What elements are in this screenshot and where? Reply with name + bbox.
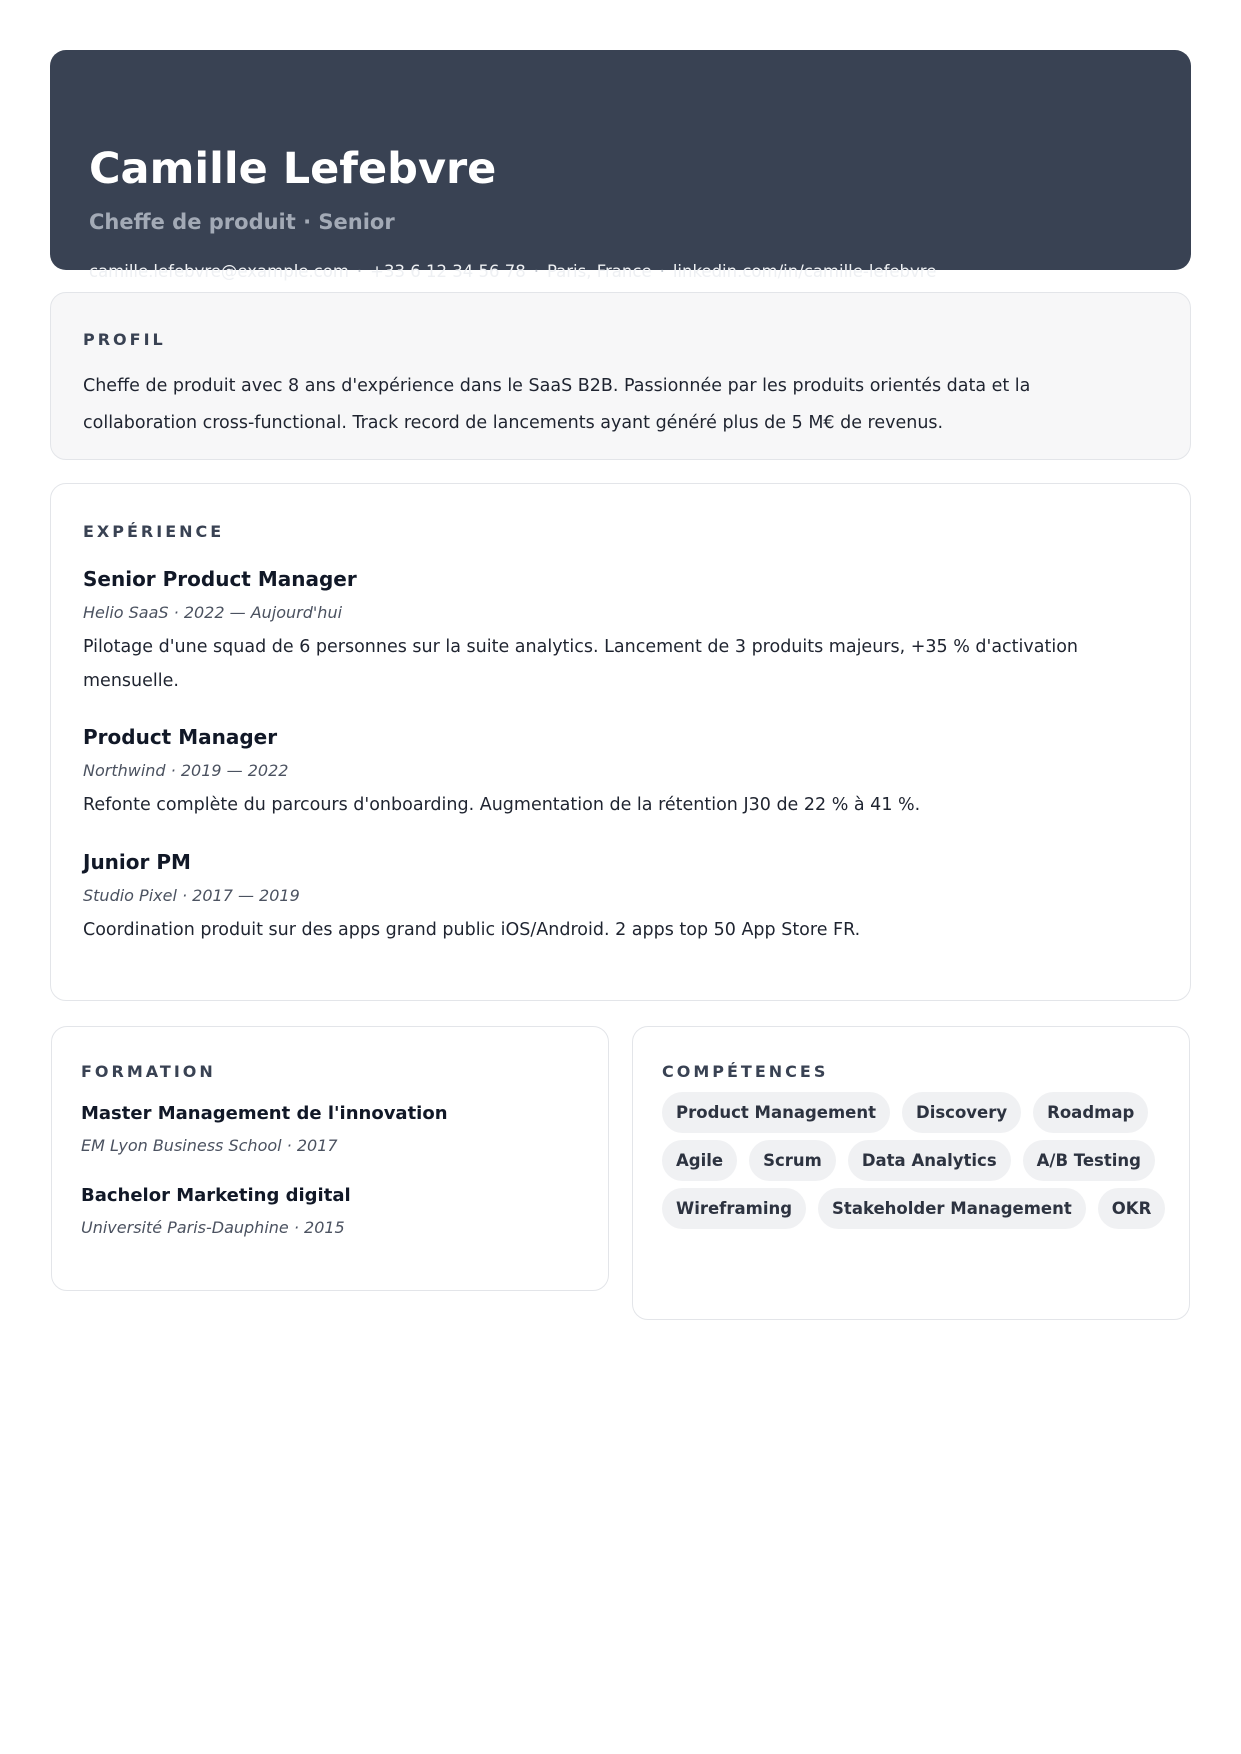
- job-meta: Studio Pixel · 2017 — 2019: [83, 886, 300, 905]
- skill-tag: Agile: [662, 1140, 737, 1181]
- skills-heading: COMPÉTENCES: [662, 1062, 829, 1081]
- education-section: [51, 1026, 609, 1291]
- job-description: Refonte complète du parcours d'onboarding. Augmentation de la rétention J30 de 22 % à 41 %.: [83, 795, 921, 815]
- job-description: Pilotage d'une squad de 6 personnes sur la suite analytics. Lancement de 3 produits majeurs, +35 % d'activation mensuelle.: [83, 637, 1078, 691]
- job-entry: [83, 850, 1143, 947]
- education-entry: [81, 1103, 448, 1155]
- experience-heading: EXPÉRIENCE: [83, 522, 225, 541]
- contact-email[interactable]: camille.lefebvre@example.com: [89, 262, 349, 281]
- skills-section: [632, 1026, 1190, 1320]
- education-entry: [81, 1185, 351, 1237]
- job-description: Coordination produit sur des apps grand public iOS/Android. 2 apps top 50 App Store FR.: [83, 920, 861, 940]
- education-degree: Bachelor Marketing digital: [81, 1185, 351, 1206]
- skill-tag: OKR: [1098, 1188, 1166, 1229]
- candidate-name: Camille Lefebvre: [89, 144, 497, 194]
- education-degree: Master Management de l'innovation: [81, 1103, 448, 1124]
- profile-section: [50, 292, 1191, 460]
- contact-phone[interactable]: +33 6 12 34 56 78: [370, 262, 526, 281]
- education-school: EM Lyon Business School · 2017: [81, 1136, 338, 1155]
- education-school: Université Paris-Dauphine · 2015: [81, 1218, 345, 1237]
- skill-tag: A/B Testing: [1023, 1140, 1155, 1181]
- contact-separator: ·: [659, 262, 665, 281]
- profile-text: Cheffe de produit avec 8 ans d'expérience dans le SaaS B2B. Passionnée par les produits orientés data et la collaboration cross-functional. Track record de lancements ayant généré plus de 5 M€ de revenus.: [83, 376, 1031, 433]
- skill-tag-list: [662, 1092, 1167, 1229]
- job-role: Senior Product Manager: [83, 567, 357, 591]
- resume-header: [50, 50, 1191, 281]
- contact-location: Paris, France: [546, 262, 652, 281]
- skill-tag: Scrum: [749, 1140, 836, 1181]
- contact-separator: ·: [533, 262, 539, 281]
- contact-separator: ·: [356, 262, 363, 281]
- skill-tag: Roadmap: [1033, 1092, 1148, 1133]
- experience-section: [50, 483, 1191, 1001]
- education-heading: FORMATION: [81, 1062, 216, 1081]
- job-role: Product Manager: [83, 725, 278, 749]
- skill-tag: Discovery: [902, 1092, 1021, 1133]
- profile-heading: PROFIL: [83, 330, 166, 349]
- job-meta: Northwind · 2019 — 2022: [83, 761, 289, 780]
- contact-line: [89, 262, 936, 281]
- job-entry: [83, 567, 1143, 698]
- candidate-title: Cheffe de produit · Senior: [89, 210, 395, 234]
- job-meta: Helio SaaS · 2022 — Aujourd'hui: [83, 603, 343, 622]
- contact-linkedin[interactable]: linkedin.com/in/camille-lefebvre: [672, 262, 937, 281]
- job-entry: [83, 725, 1143, 822]
- skill-tag: Product Management: [662, 1092, 890, 1133]
- skill-tag: Wireframing: [662, 1188, 806, 1229]
- skill-tag: Data Analytics: [848, 1140, 1011, 1181]
- skill-tag: Stakeholder Management: [818, 1188, 1086, 1229]
- job-role: Junior PM: [83, 850, 191, 874]
